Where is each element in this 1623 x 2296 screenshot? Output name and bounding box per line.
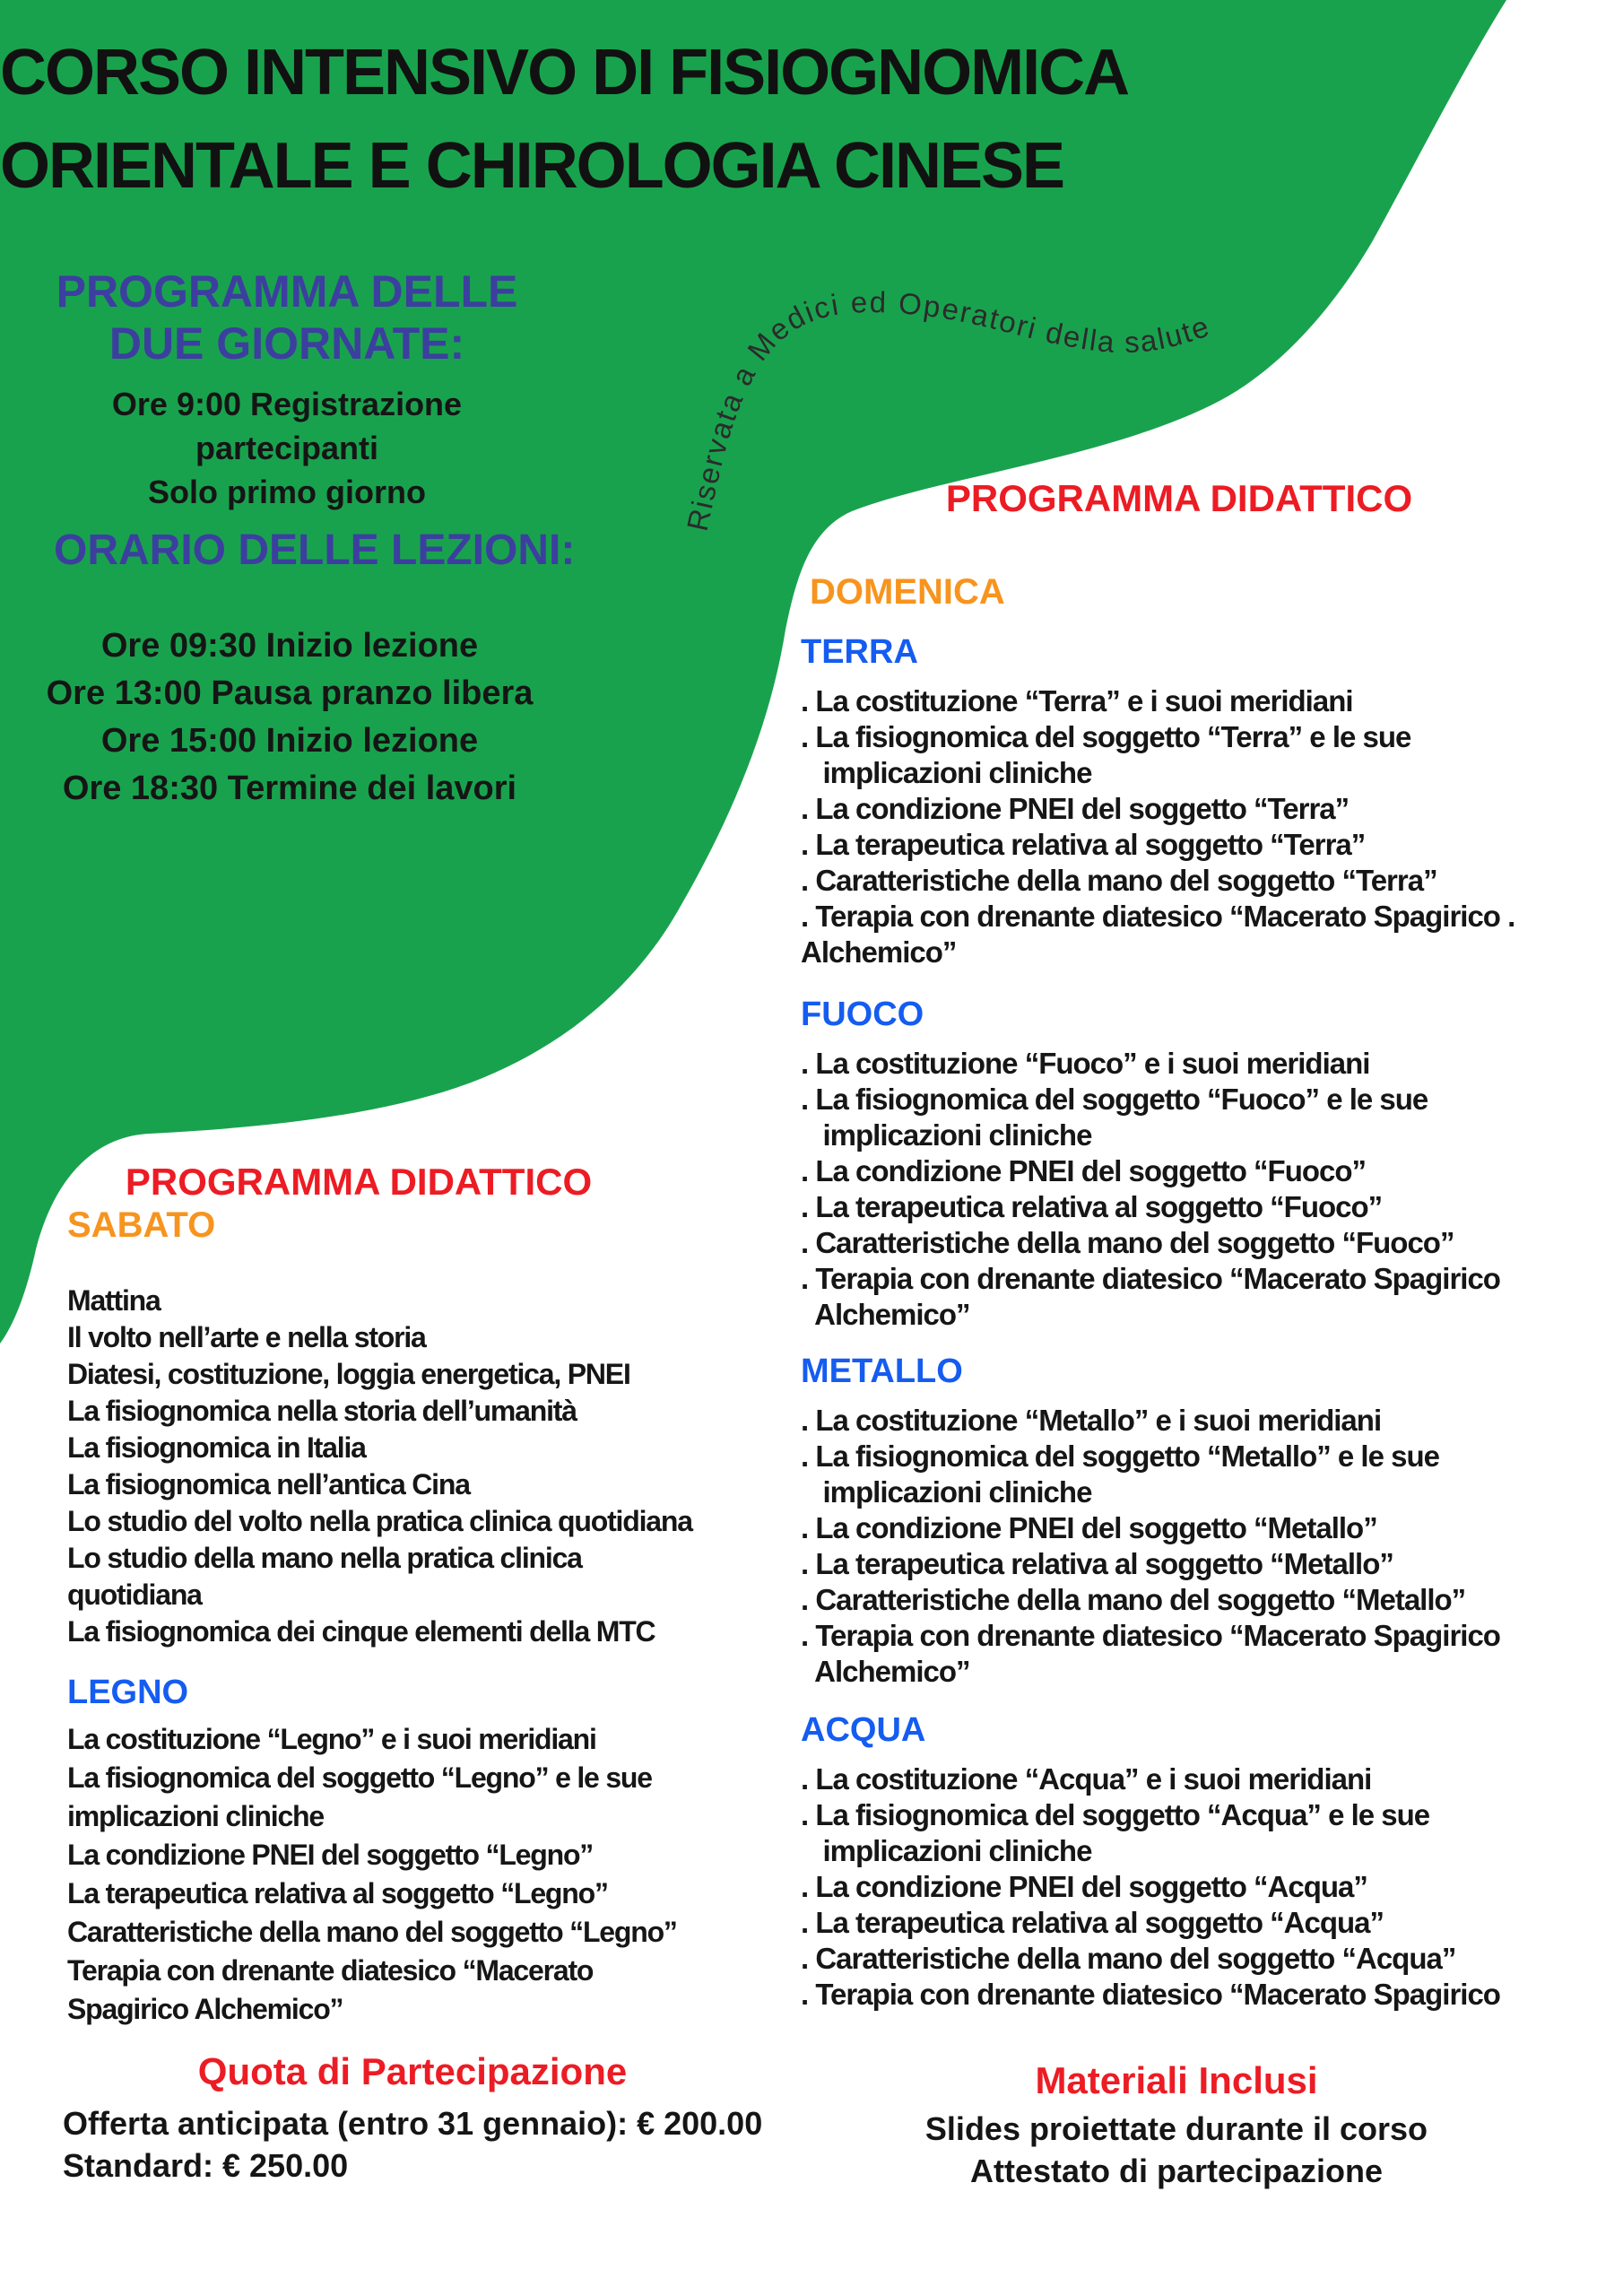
fee-line: Standard: € 250.00 bbox=[63, 2147, 349, 2184]
fuoco-item: . La terapeutica relativa al soggetto “Fuoco” bbox=[801, 1190, 1383, 1223]
section-terra-items bbox=[801, 683, 1608, 970]
terra-item: implicazioni cliniche bbox=[801, 756, 1092, 789]
section-acqua bbox=[801, 1711, 1608, 2013]
section-terra bbox=[801, 633, 1608, 970]
acqua-item: . La condizione PNEI del soggetto “Acqua” bbox=[801, 1870, 1367, 1903]
legno-item: La costituzione “Legno” e i suoi meridiani bbox=[67, 1723, 596, 1755]
saturday-item: La fisiognomica nell’antica Cina bbox=[67, 1468, 470, 1500]
lesson-time-line: Ore 09:30 Inizio lezione bbox=[100, 627, 479, 665]
saturday-item: Il volto nell’arte e nella storia bbox=[67, 1321, 426, 1353]
acqua-item: . Terapia con drenante diatesico “Macerato Spagirico bbox=[801, 1978, 1500, 2011]
fee-line: Offerta anticipata (entro 31 gennaio): € 200.00 bbox=[63, 2105, 763, 2142]
acqua-item: . Caratteristiche della mano del soggetto “Acqua” bbox=[801, 1942, 1456, 1975]
section-acqua-title: ACQUA bbox=[801, 1711, 926, 1749]
fuoco-item: . La costituzione “Fuoco” e i suoi meridiani bbox=[801, 1047, 1370, 1080]
metallo-item: Alchemico” bbox=[801, 1655, 970, 1688]
saturday-item: Lo studio del volto nella pratica clinica quotidiana bbox=[67, 1505, 692, 1537]
lesson-time-line: Ore 13:00 Pausa pranzo libera bbox=[46, 674, 534, 712]
saturday-item: Lo studio della mano nella pratica clinica bbox=[67, 1542, 582, 1574]
metallo-item: implicazioni cliniche bbox=[801, 1475, 1092, 1509]
section-metallo-items bbox=[801, 1403, 1608, 1690]
section-legno bbox=[67, 1674, 812, 2029]
metallo-item: . Terapia con drenante diatesico “Macerato Spagirico bbox=[801, 1619, 1500, 1652]
registration-note bbox=[36, 382, 538, 514]
terra-item: . La terapeutica relativa al soggetto “Terra” bbox=[801, 828, 1366, 861]
legno-item: Spagirico Alchemico” bbox=[67, 1993, 343, 2025]
terra-item: . Caratteristiche della mano del soggetto “Terra” bbox=[801, 864, 1437, 897]
two-days-program-heading-line1: PROGRAMMA DELLE bbox=[56, 266, 518, 317]
section-legno-items bbox=[67, 1720, 812, 2029]
fuoco-item: . Caratteristiche della mano del soggetto “Fuoco” bbox=[801, 1226, 1454, 1259]
section-acqua-items bbox=[801, 1761, 1608, 2013]
legno-item: Terapia con drenante diatesico “Macerato bbox=[67, 1954, 594, 1987]
fuoco-item: . La condizione PNEI del soggetto “Fuoco” bbox=[801, 1154, 1367, 1187]
lesson-time-line: Ore 15:00 Inizio lezione bbox=[100, 722, 479, 760]
terra-item: . La costituzione “Terra” e i suoi meridiani bbox=[801, 684, 1353, 718]
metallo-item: . La terapeutica relativa al soggetto “Metallo” bbox=[801, 1547, 1393, 1580]
day-saturday-heading: SABATO bbox=[67, 1205, 216, 1245]
materials-line: Attestato di partecipazione bbox=[969, 2152, 1384, 2189]
section-metallo-title: METALLO bbox=[801, 1352, 963, 1390]
lesson-times-heading: ORARIO DELLE LEZIONI: bbox=[54, 526, 576, 574]
registration-note-line: Ore 9:00 Registrazione partecipanti bbox=[111, 386, 463, 466]
legno-item: La fisiognomica del soggetto “Legno” e le sue bbox=[67, 1761, 652, 1794]
legno-item: implicazioni cliniche bbox=[67, 1800, 324, 1832]
section-fuoco-items bbox=[801, 1046, 1608, 1333]
legno-item: Caratteristiche della mano del soggetto “Legno” bbox=[67, 1916, 677, 1948]
course-title-line1: CORSO INTENSIVO DI FISIOGNOMICA bbox=[0, 37, 1129, 109]
saturday-item: quotidiana bbox=[67, 1578, 202, 1611]
terra-item: . La fisiognomica del soggetto “Terra” e le sue bbox=[801, 720, 1411, 753]
materials-line: Slides proiettate durante il corso bbox=[924, 2110, 1428, 2147]
legno-item: La terapeutica relativa al soggetto “Legno” bbox=[67, 1877, 608, 1909]
legno-item: La condizione PNEI del soggetto “Legno” bbox=[67, 1839, 594, 1871]
day-sunday-heading: DOMENICA bbox=[810, 572, 1005, 612]
fuoco-item: Alchemico” bbox=[801, 1298, 970, 1331]
lesson-time-line: Ore 18:30 Termine dei lavori bbox=[62, 770, 517, 807]
saturday-item: Mattina bbox=[67, 1284, 161, 1317]
terra-item: . La condizione PNEI del soggetto “Terra” bbox=[801, 792, 1350, 825]
two-days-program-heading bbox=[54, 265, 520, 370]
course-title-line2: ORIENTALE E CHIROLOGIA CINESE bbox=[0, 130, 1064, 202]
metallo-item: . La fisiognomica del soggetto “Metallo” e le sue bbox=[801, 1439, 1439, 1473]
acqua-item: . La fisiognomica del soggetto “Acqua” e le sue bbox=[801, 1798, 1430, 1831]
two-days-program-heading-line2: DUE GIORNATE: bbox=[108, 318, 465, 369]
acqua-item: . La costituzione “Acqua” e i suoi meridiani bbox=[801, 1762, 1372, 1796]
saturday-item: La fisiognomica dei cinque elementi della MTC bbox=[67, 1615, 655, 1648]
metallo-item: . La costituzione “Metallo” e i suoi meridiani bbox=[801, 1404, 1382, 1437]
acqua-item: implicazioni cliniche bbox=[801, 1834, 1092, 1867]
fuoco-item: implicazioni cliniche bbox=[801, 1118, 1092, 1152]
lesson-times-list bbox=[39, 622, 541, 813]
ribbon-audience-note: Riservata a Medici ed Operatori della salute bbox=[680, 284, 1215, 535]
metallo-item: . La condizione PNEI del soggetto “Metallo” bbox=[801, 1511, 1377, 1544]
registration-note-line: Solo primo giorno bbox=[148, 474, 426, 510]
section-terra-title: TERRA bbox=[801, 633, 918, 671]
terra-item: Alchemico” bbox=[801, 935, 957, 969]
section-fuoco-title: FUOCO bbox=[801, 996, 924, 1033]
section-legno-title: LEGNO bbox=[67, 1674, 189, 1711]
terra-item: . Terapia con drenante diatesico “Macerato Spagirico . bbox=[801, 900, 1515, 933]
section-fuoco bbox=[801, 996, 1608, 1333]
fuoco-item: . La fisiognomica del soggetto “Fuoco” e le sue bbox=[801, 1083, 1428, 1116]
materials-heading: Materiali Inclusi bbox=[1035, 2059, 1318, 2101]
left-program-heading: PROGRAMMA DIDATTICO bbox=[125, 1161, 593, 1203]
saturday-item: La fisiognomica in Italia bbox=[67, 1431, 366, 1464]
fee-lines bbox=[63, 2102, 780, 2187]
metallo-item: . Caratteristiche della mano del soggetto “Metallo” bbox=[801, 1583, 1466, 1616]
fee-heading: Quota di Partecipazione bbox=[197, 2050, 628, 2092]
saturday-item: La fisiognomica nella storia dell’umanità bbox=[67, 1395, 577, 1427]
saturday-items bbox=[67, 1283, 812, 1650]
fuoco-item: . Terapia con drenante diatesico “Macerato Spagirico bbox=[801, 1262, 1500, 1295]
right-program-heading: PROGRAMMA DIDATTICO bbox=[945, 477, 1413, 519]
materials-lines bbox=[907, 2108, 1445, 2192]
saturday-item: Diatesi, costituzione, loggia energetica, PNEI bbox=[67, 1358, 630, 1390]
section-metallo bbox=[801, 1352, 1608, 1690]
acqua-item: . La terapeutica relativa al soggetto “Acqua” bbox=[801, 1906, 1384, 1939]
